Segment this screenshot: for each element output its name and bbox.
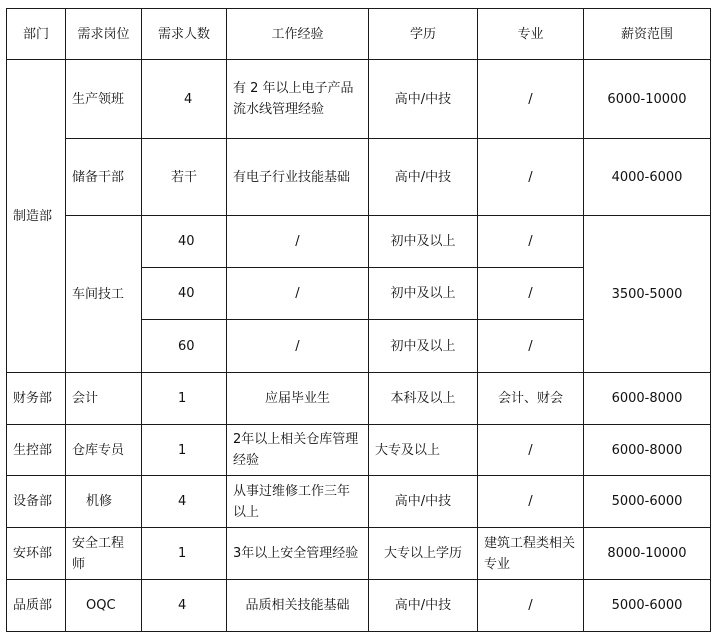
header-major: 专业 xyxy=(478,9,584,60)
table-row xyxy=(7,216,711,268)
table-row xyxy=(7,528,711,580)
major-cell: / xyxy=(478,139,584,216)
table-row xyxy=(7,580,711,632)
department-cell: 制造部 xyxy=(7,60,66,373)
salary-cell: 3500-5000 xyxy=(584,216,711,373)
position-cell: 安全工程师 xyxy=(66,528,142,580)
major-cell: / xyxy=(478,425,584,476)
education-cell: 大专及以上 xyxy=(369,425,478,476)
experience-cell: / xyxy=(227,268,369,320)
experience-cell: 2年以上相关仓库管理经验 xyxy=(227,425,369,476)
experience-cell: 有 2 年以上电子产品流水线管理经验 xyxy=(227,60,369,139)
position-cell: 会计 xyxy=(66,373,142,425)
salary-cell: 6000-8000 xyxy=(584,373,711,425)
table-row xyxy=(7,425,711,476)
count-cell: 4 xyxy=(142,580,227,632)
department-cell: 财务部 xyxy=(7,373,66,425)
department-cell: 品质部 xyxy=(7,580,66,632)
count-cell: 40 xyxy=(142,216,227,268)
header-salary: 薪资范围 xyxy=(584,9,711,60)
experience-cell: 品质相关技能基础 xyxy=(227,580,369,632)
count-cell: 1 xyxy=(142,425,227,476)
table-row xyxy=(7,60,711,139)
count-cell: 4 xyxy=(142,476,227,528)
salary-cell: 8000-10000 xyxy=(584,528,711,580)
count-cell: 4 xyxy=(142,60,227,139)
education-cell: 高中/中技 xyxy=(369,580,478,632)
header-count: 需求人数 xyxy=(142,9,227,60)
table-row xyxy=(7,373,711,425)
experience-cell: 从事过维修工作三年以上 xyxy=(227,476,369,528)
education-cell: 大专以上学历 xyxy=(369,528,478,580)
education-cell: 初中及以上 xyxy=(369,268,478,320)
department-cell: 生控部 xyxy=(7,425,66,476)
education-cell: 高中/中技 xyxy=(369,476,478,528)
count-cell: 1 xyxy=(142,373,227,425)
count-cell: 1 xyxy=(142,528,227,580)
position-cell: 机修 xyxy=(66,476,142,528)
experience-cell: / xyxy=(227,320,369,373)
salary-cell: 5000-6000 xyxy=(584,476,711,528)
position-cell: OQC xyxy=(66,580,142,632)
education-cell: 本科及以上 xyxy=(369,373,478,425)
header-position: 需求岗位 xyxy=(66,9,142,60)
position-cell: 储备干部 xyxy=(66,139,142,216)
header-experience: 工作经验 xyxy=(227,9,369,60)
major-cell: / xyxy=(478,60,584,139)
major-cell: 会计、财会 xyxy=(478,373,584,425)
count-cell: 若干 xyxy=(142,139,227,216)
position-cell: 仓库专员 xyxy=(66,425,142,476)
salary-cell: 6000-8000 xyxy=(584,425,711,476)
salary-cell: 5000-6000 xyxy=(584,580,711,632)
experience-cell: 有电子行业技能基础 xyxy=(227,139,369,216)
major-cell: / xyxy=(478,216,584,268)
table-row xyxy=(7,139,711,216)
major-cell: / xyxy=(478,320,584,373)
department-cell: 安环部 xyxy=(7,528,66,580)
header-department: 部门 xyxy=(7,9,66,60)
salary-cell: 4000-6000 xyxy=(584,139,711,216)
table-row xyxy=(7,476,711,528)
department-cell: 设备部 xyxy=(7,476,66,528)
major-cell: / xyxy=(478,580,584,632)
education-cell: 高中/中技 xyxy=(369,139,478,216)
major-cell: / xyxy=(478,268,584,320)
header-education: 学历 xyxy=(369,9,478,60)
salary-cell: 6000-10000 xyxy=(584,60,711,139)
recruitment-table xyxy=(6,8,711,632)
education-cell: 高中/中技 xyxy=(369,60,478,139)
experience-cell: / xyxy=(227,216,369,268)
count-cell: 60 xyxy=(142,320,227,373)
count-cell: 40 xyxy=(142,268,227,320)
major-cell: 建筑工程类相关专业 xyxy=(478,528,584,580)
position-cell: 车间技工 xyxy=(66,216,142,373)
header-row xyxy=(7,9,711,60)
experience-cell: 3年以上安全管理经验 xyxy=(227,528,369,580)
education-cell: 初中及以上 xyxy=(369,216,478,268)
major-cell: / xyxy=(478,476,584,528)
position-cell: 生产领班 xyxy=(66,60,142,139)
education-cell: 初中及以上 xyxy=(369,320,478,373)
experience-cell: 应届毕业生 xyxy=(227,373,369,425)
